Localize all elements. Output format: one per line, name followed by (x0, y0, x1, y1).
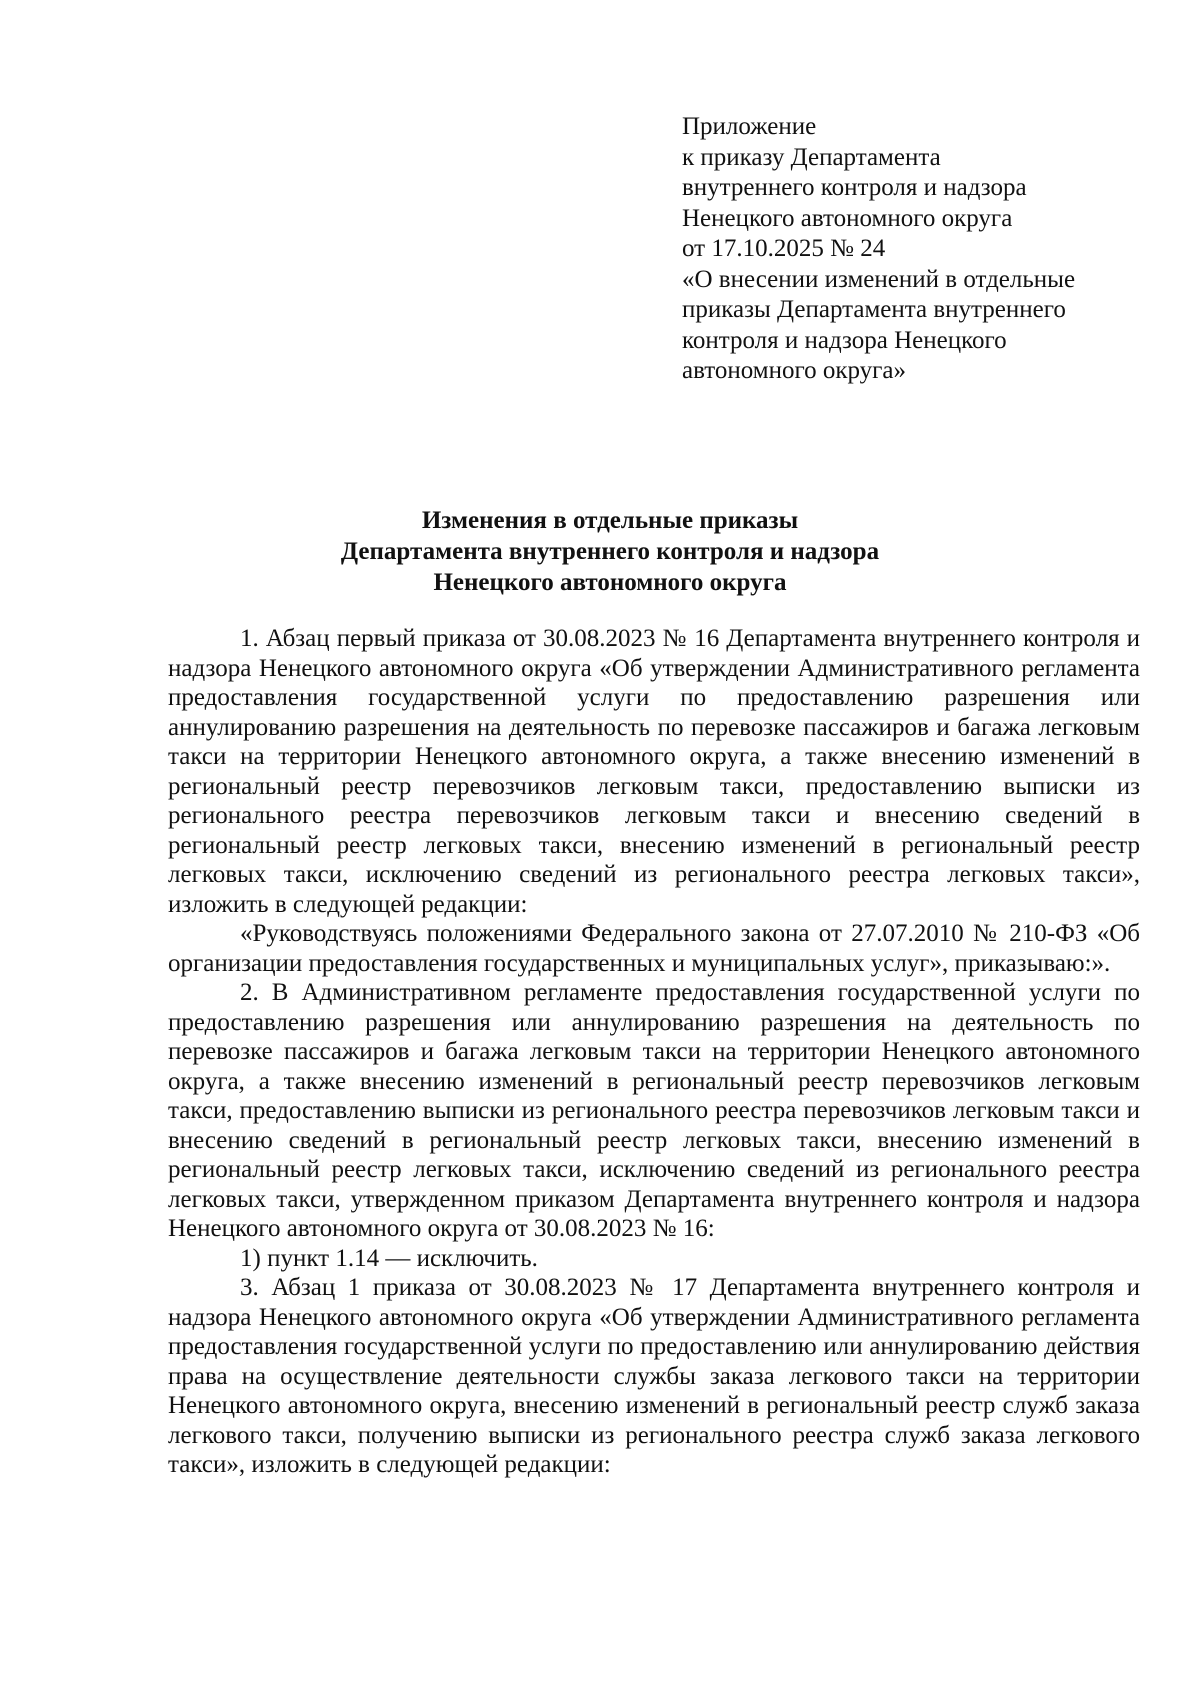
appendix-line: Приложение (682, 113, 817, 140)
paragraph-quote: «Руководствуясь положениями Федерального закона от 27.07.2010 № 210-ФЗ «Об организации предоставления государственных и муниципальных услуг», приказываю:». (168, 920, 1140, 977)
title-line: Изменения в отдельные приказы (421, 507, 799, 534)
appendix-line: контроля и надзора Ненецкого (682, 326, 1007, 354)
title-line: Департамента внутреннего контроля и надзора (340, 538, 880, 565)
paragraph-item-2: 2. В Административном регламенте предоставления государственной услуги по предоставлению разрешения или аннулированию разрешения на деятельность по перевозке пассажиров и багажа легковым такси на территории Ненецкого автономного округа, а также внесению изменений в региональный реестр перевозчиков легковым такси, предоставлению выписки из регионального реестра перевозчиков легковым такси и внесению сведений в региональный реестр легковых такси, внесению изменений в региональный реестр легковых такси, исключению сведений из регионального реестра легковых такси, утвержденном приказом Департамента внутреннего контроля и надзора Ненецкого автономного округа от 30.08.2023 № 16: (168, 979, 1140, 1242)
title-line: Ненецкого автономного округа (433, 569, 787, 596)
appendix-line: от 17.10.2025 № 24 (682, 235, 886, 262)
appendix-line: к приказу Департамента (682, 143, 941, 171)
paragraph-item-3: 3. Абзац 1 приказа от 30.08.2023 № 17 Департамента внутреннего контроля и надзора Ненецкого автономного округа «Об утверждении Административного регламента предоставления государственной услуги по предоставлению или аннулированию действия права на осуществление деятельности службы заказа легкового такси на территории Ненецкого автономного округа, внесению изменений в региональный реестр служб заказа легкового такси, получению выписки из регионального реестра служб заказа легкового такси», изложить в следующей редакции: (168, 1274, 1140, 1478)
appendix-line: Ненецкого автономного округа (682, 204, 1013, 232)
appendix-line: «О внесении изменений в отдельные (682, 265, 1076, 293)
appendix-line: внутреннего контроля и надзора (682, 174, 1027, 201)
paragraph-item-1: 1. Абзац первый приказа от 30.08.2023 № 16 Департамента внутреннего контроля и надзора Ненецкого автономного округа «Об утверждении Административного регламента предоставления государственной услуги по предоставлению разрешения или аннулированию разрешения на деятельность по перевозке пассажиров и багажа легковым такси на территории Ненецкого автономного округа, а также внесению изменений в региональный реестр перевозчиков легковым такси, предоставлению выписки из регионального реестра перевозчиков легковым такси и внесению сведений в региональный реестр легковых такси, внесению изменений в региональный реестр легковых такси, исключению сведений из регионального реестра легковых такси», изложить в следующей редакции: (168, 625, 1140, 918)
paragraph-subitem-1: 1) пункт 1.14 — исключить. (240, 1244, 538, 1272)
document-body (168, 624, 1140, 1480)
document-title (160, 505, 1060, 598)
appendix-header (682, 112, 1122, 387)
appendix-line: автономного округа» (682, 357, 907, 384)
appendix-line: приказы Департамента внутреннего (682, 296, 1066, 323)
